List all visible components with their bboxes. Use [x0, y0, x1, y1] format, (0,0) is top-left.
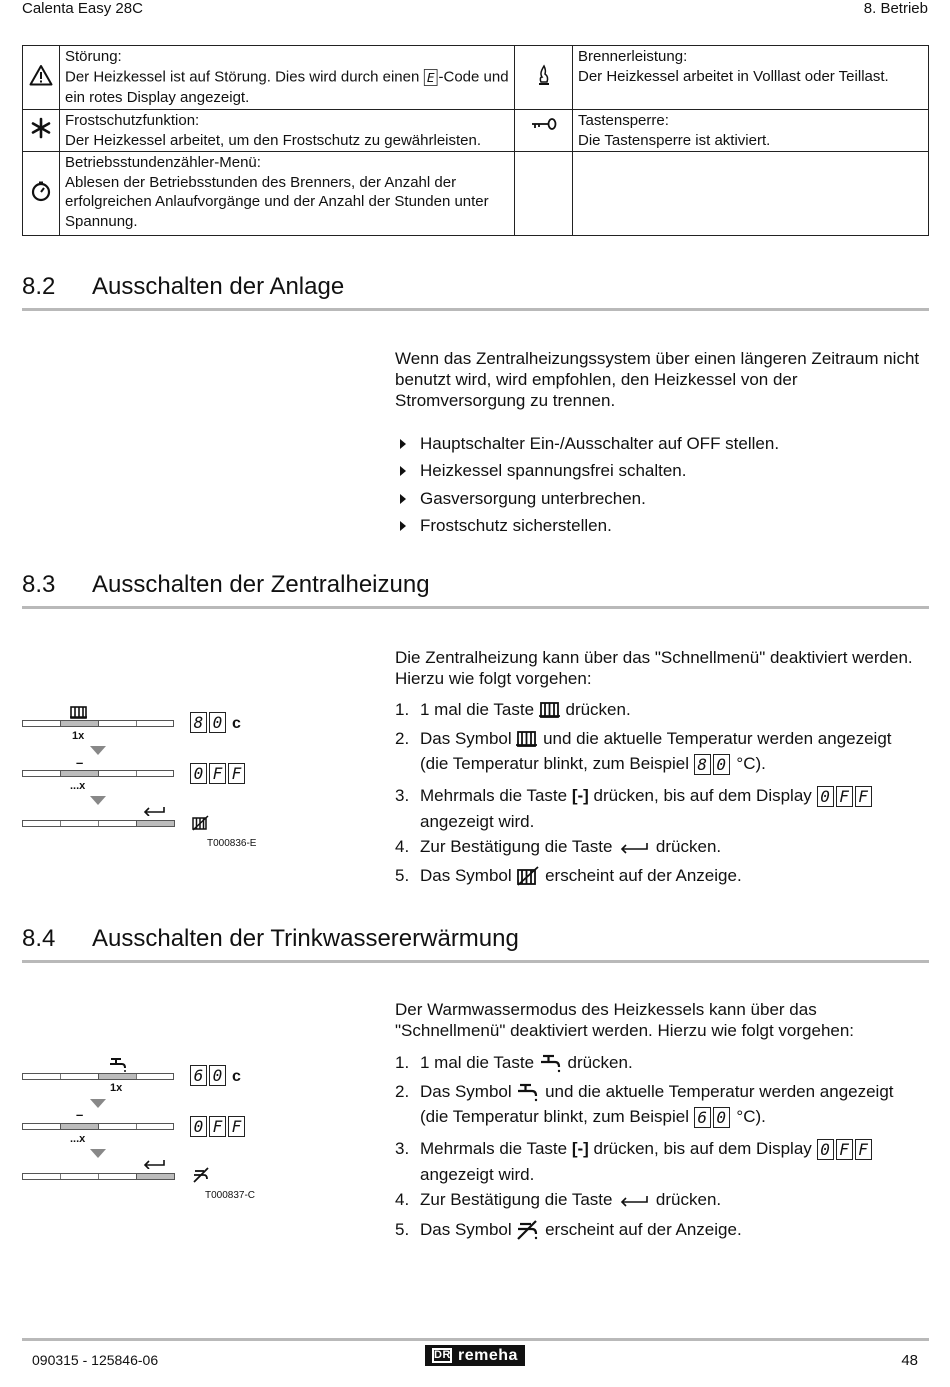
- tap-off-icon: [516, 1219, 540, 1241]
- list-item-continuation: (die Temperatur blinkt, zum Beispiel 8 0 °C).: [420, 754, 766, 775]
- frost-protection-cell: [60, 110, 515, 152]
- list-item: 3. Mehrmals die Taste [-] drücken, bis auf dem Display 0 F F: [395, 1139, 874, 1160]
- remeha-logo: DR remeha: [425, 1345, 525, 1366]
- display-unit: c: [232, 715, 241, 732]
- list-item: 4. Zur Bestätigung die Taste drücken.: [395, 837, 722, 856]
- repeat-count-label: ...x: [70, 1133, 86, 1145]
- list-item: 1. 1 mal die Taste drücken.: [395, 1053, 633, 1072]
- empty-text-cell: [573, 152, 929, 236]
- frost-asterisk-icon: [23, 110, 60, 152]
- key-lock-title: Tastensperre:: [578, 112, 669, 129]
- keypad-bar: [22, 1073, 174, 1080]
- frost-title: Frostschutzfunktion:: [65, 112, 200, 129]
- repeat-count-label: ...x: [70, 780, 86, 792]
- list-item: Hauptschalter Ein-/Ausschalter auf OFF stellen.: [400, 434, 779, 461]
- status-fault-cell: [60, 46, 515, 110]
- figure-code: T000836-E: [207, 838, 257, 849]
- radiator-icon: [70, 705, 88, 719]
- fault-text: Der Heizkessel ist auf Störung. Dies wird durch einen E -Code und ein rotes Display angezeigt.: [65, 67, 509, 106]
- logo-mark-icon: DR: [434, 1349, 451, 1361]
- tap-icon: [516, 1082, 540, 1102]
- arrow-down-icon: [90, 746, 106, 755]
- page-number: 48: [901, 1352, 918, 1369]
- bullet-triangle-icon: [400, 466, 406, 476]
- bullet-triangle-icon: [400, 521, 406, 531]
- list-item: 2. Das Symbol und die aktuelle Temperatur werden angezeigt: [395, 1082, 894, 1101]
- list-item-continuation: angezeigt wird.: [420, 1165, 535, 1184]
- section-divider: [22, 308, 929, 311]
- list-item: 5. Das Symbol erscheint auf der Anzeige.: [395, 1220, 742, 1239]
- radiator-off-icon: [192, 815, 210, 831]
- burner-output-cell: [573, 46, 929, 110]
- display-unit: c: [232, 1068, 241, 1085]
- burner-title: Brennerleistung:: [578, 48, 688, 65]
- keypad-bar: [22, 1123, 174, 1130]
- section-8-2-bullet-list: [400, 434, 779, 543]
- arrow-down-icon: [90, 1149, 106, 1158]
- fault-title: Störung:: [65, 48, 122, 65]
- arrow-down-icon: [90, 796, 106, 805]
- keypad-bar: [22, 1173, 174, 1180]
- list-item: Heizkessel spannungsfrei schalten.: [400, 461, 779, 488]
- arrow-down-icon: [90, 1099, 106, 1108]
- section-heading-8-4: 8.4 Ausschalten der Trinkwassererwärmung: [22, 925, 519, 952]
- minus-key-label: –: [76, 1107, 84, 1122]
- empty-icon-cell: [515, 152, 573, 236]
- operating-hours-title: Betriebsstundenzähler-Menü:: [65, 154, 261, 171]
- display-temperature: 6 0: [190, 1065, 228, 1086]
- display-off: 0 F F: [190, 1116, 247, 1137]
- burner-flame-icon: [515, 46, 573, 110]
- section-divider: [22, 606, 929, 609]
- enter-arrow-icon: [620, 842, 648, 854]
- list-item: 1. 1 mal die Taste drücken.: [395, 700, 631, 719]
- keypad-bar: [22, 820, 174, 827]
- key-lock-cell: [573, 110, 929, 152]
- radiator-icon: [516, 730, 538, 748]
- key-lock-text: Die Tastensperre ist aktiviert.: [578, 131, 771, 149]
- footer-document-code: 090315 - 125846-06: [32, 1352, 159, 1368]
- list-item: Frostschutz sicherstellen.: [400, 516, 779, 543]
- tap-off-icon: [192, 1167, 210, 1183]
- footer-divider: [22, 1338, 929, 1341]
- radiator-off-icon: [516, 866, 540, 886]
- minus-key-label: –: [76, 755, 84, 770]
- figure-code: T000837-C: [205, 1190, 256, 1201]
- key-icon: [515, 110, 573, 152]
- section-8-2-intro: Wenn das Zentralheizungssystem über einen längeren Zeitraum nicht benutzt wird, wird empfohlen, den Heizkessel von der Stromversorgung zu trennen.: [395, 349, 920, 410]
- stopwatch-icon: [23, 152, 60, 236]
- frost-text: Der Heizkessel arbeitet, um den Frostschutz zu gewährleisten.: [65, 131, 482, 149]
- press-count-label: 1x: [72, 730, 85, 742]
- list-item-continuation: (die Temperatur blinkt, zum Beispiel 6 0 °C).: [420, 1107, 766, 1128]
- keypad-bar: [22, 720, 174, 727]
- operating-hours-text: Ablesen der Betriebsstunden des Brenners, der Anzahl der erfolgreichen Anlaufvorgänge und der Anzahl der Stunden unter Spannung.: [65, 173, 489, 230]
- bullet-triangle-icon: [400, 494, 406, 504]
- header-chapter: 8. Betrieb: [863, 0, 928, 17]
- section-8-4-intro: Der Warmwassermodus des Heizkessels kann über das "Schnellmenü" deaktiviert werden. Hierzu wie folgt vorgehen:: [395, 1000, 855, 1040]
- display-temperature: 8 0: [190, 712, 228, 733]
- list-item: 2. Das Symbol und die aktuelle Temperatur werden angezeigt: [395, 729, 892, 748]
- enter-arrow-icon: [620, 1195, 648, 1207]
- burner-text: Der Heizkessel arbeitet in Volllast oder Teillast.: [578, 67, 889, 85]
- section-heading-8-3: 8.3 Ausschalten der Zentralheizung: [22, 571, 430, 598]
- symbol-table: [22, 45, 929, 236]
- bullet-triangle-icon: [400, 439, 406, 449]
- section-divider: [22, 960, 929, 963]
- tap-icon: [539, 1053, 563, 1073]
- enter-arrow-icon: [143, 806, 165, 816]
- list-item: 3. Mehrmals die Taste [-] drücken, bis auf dem Display 0 F F: [395, 786, 874, 807]
- enter-arrow-icon: [143, 1159, 165, 1169]
- tap-icon: [108, 1056, 128, 1072]
- list-item: 5. Das Symbol erscheint auf der Anzeige.: [395, 866, 742, 885]
- radiator-icon: [539, 701, 561, 719]
- display-off: 0 F F: [190, 763, 247, 784]
- press-count-label: 1x: [110, 1082, 123, 1094]
- operating-hours-cell: [60, 152, 515, 236]
- section-8-3-intro: Die Zentralheizung kann über das "Schnellmenü" deaktiviert werden. Hierzu wie folgt vorgehen:: [395, 648, 913, 688]
- list-item: 4. Zur Bestätigung die Taste drücken.: [395, 1190, 722, 1209]
- list-item: Gasversorgung unterbrechen.: [400, 489, 779, 516]
- warning-triangle-icon: [23, 46, 60, 110]
- header-product-name: Calenta Easy 28C: [22, 0, 143, 17]
- section-heading-8-2: 8.2 Ausschalten der Anlage: [22, 273, 345, 300]
- list-item-continuation: angezeigt wird.: [420, 812, 535, 831]
- keypad-bar: [22, 770, 174, 777]
